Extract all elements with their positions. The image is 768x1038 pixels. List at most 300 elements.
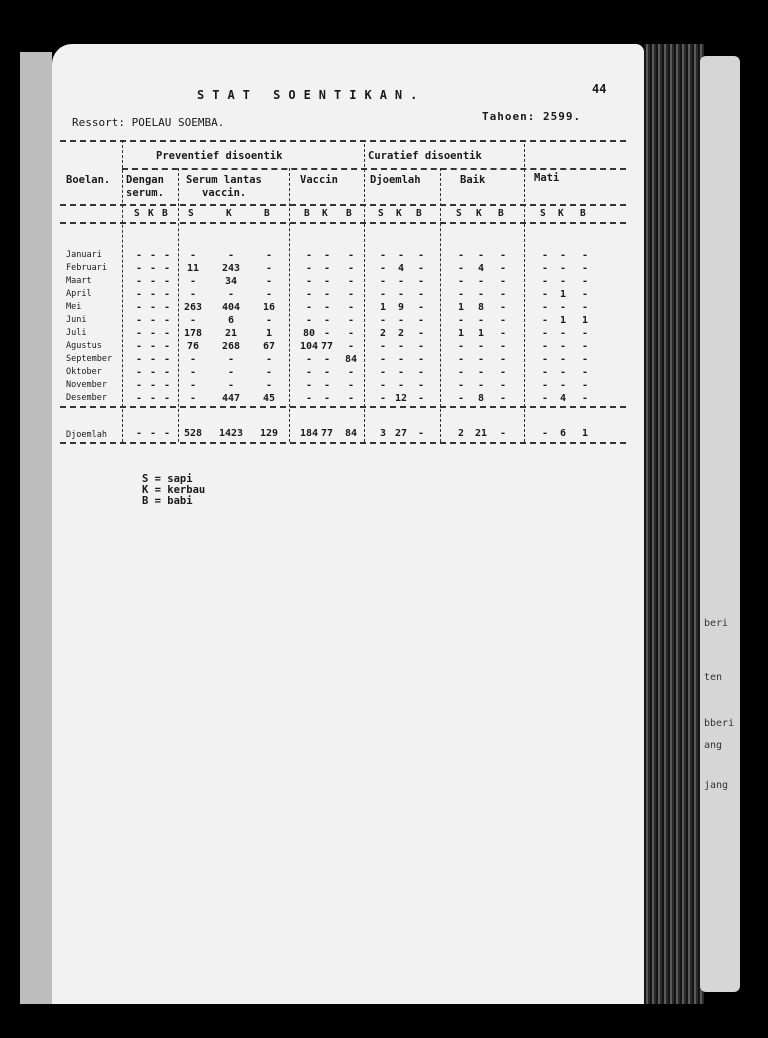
book-edge [644, 44, 704, 1004]
table-cell: - [581, 380, 589, 391]
table-cell: - [417, 393, 425, 404]
table-cell: 1 [477, 328, 485, 339]
table-cell: - [305, 367, 313, 378]
table-cell: - [417, 367, 425, 378]
table-cell: 4 [559, 393, 567, 404]
table-cell: - [305, 354, 313, 365]
table-cell: - [559, 354, 567, 365]
table-cell: 45 [262, 393, 276, 404]
table-cell: - [135, 289, 143, 300]
month-label: Februari [66, 263, 107, 273]
table-cell: - [581, 367, 589, 378]
table-cell: - [417, 263, 425, 274]
table-cell: - [265, 289, 273, 300]
side-fragment: ten [704, 672, 723, 683]
table-cell: - [541, 380, 549, 391]
table-cell: - [477, 289, 485, 300]
table-cell: - [379, 380, 387, 391]
table-cell: - [499, 276, 507, 287]
table-cell: - [323, 250, 331, 261]
table-cell: - [417, 380, 425, 391]
header-dengan-serum: Dengan [126, 174, 164, 186]
table-cell: 2 [379, 328, 387, 339]
table-cell: - [581, 289, 589, 300]
header-vaccin: Vaccin [300, 174, 338, 186]
month-label: Juli [66, 328, 87, 338]
table-cell: - [323, 393, 331, 404]
total-cell: 6 [559, 428, 567, 439]
table-cell: - [189, 276, 197, 287]
table-cell: - [265, 263, 273, 274]
table-cell: - [189, 250, 197, 261]
table-cell: - [457, 289, 465, 300]
table-cell: - [135, 354, 143, 365]
table-cell: - [149, 341, 157, 352]
sublabel: K [322, 208, 328, 219]
sublabel: B [346, 208, 352, 219]
table-cell: - [379, 276, 387, 287]
table-cell: - [305, 289, 313, 300]
table-cell: - [397, 289, 405, 300]
table-cell: - [135, 263, 143, 274]
table-cell: - [305, 302, 313, 313]
side-fragment: jang [704, 780, 729, 791]
table-cell: 1 [379, 302, 387, 313]
header-djoemlah: Djoemlah [370, 174, 421, 186]
sublabel: B [162, 208, 168, 219]
table-cell: - [417, 328, 425, 339]
table-cell: - [477, 315, 485, 326]
table-cell: - [135, 276, 143, 287]
totals-top-rule [60, 406, 626, 408]
table-cell: - [347, 315, 355, 326]
table-cell: - [135, 302, 143, 313]
total-cell: 184 [299, 428, 319, 439]
table-cell: - [541, 367, 549, 378]
table-cell: 268 [221, 341, 241, 352]
table-cell: - [559, 328, 567, 339]
table-cell: - [323, 289, 331, 300]
table-cell: - [581, 302, 589, 313]
table-cell: - [323, 302, 331, 313]
table-cell: - [379, 367, 387, 378]
table-cell: - [499, 354, 507, 365]
table-cell: - [347, 289, 355, 300]
table-cell: - [559, 263, 567, 274]
table-cell: - [135, 367, 143, 378]
table-cell: 1 [457, 302, 465, 313]
total-cell: 77 [320, 428, 334, 439]
table-cell: - [135, 341, 143, 352]
table-cell: - [347, 276, 355, 287]
table-cell: - [559, 276, 567, 287]
table-cell: - [379, 315, 387, 326]
table-cell: - [135, 380, 143, 391]
table-cell: - [265, 380, 273, 391]
total-cell: 27 [394, 428, 408, 439]
table-cell: 8 [477, 393, 485, 404]
table-cell: - [323, 380, 331, 391]
total-cell: 1423 [218, 428, 244, 439]
table-cell: - [149, 302, 157, 313]
table-cell: - [379, 289, 387, 300]
sublabel: S [456, 208, 462, 219]
table-cell: - [227, 250, 235, 261]
table-cell: - [163, 250, 171, 261]
table-cell: 4 [397, 263, 405, 274]
table-cell: - [323, 263, 331, 274]
table-cell: 1 [265, 328, 273, 339]
table-cell: - [477, 276, 485, 287]
sublabel: S [378, 208, 384, 219]
table-cell: - [457, 393, 465, 404]
total-cell: - [499, 428, 507, 439]
table-cell: - [323, 367, 331, 378]
table-cell: - [559, 341, 567, 352]
sublabel: B [304, 208, 310, 219]
total-cell: - [135, 428, 143, 439]
table-cell: - [457, 315, 465, 326]
table-cell: - [163, 341, 171, 352]
table-cell: - [541, 328, 549, 339]
table-cell: - [541, 263, 549, 274]
page-title: STAT SOENTIKAN. [197, 88, 426, 102]
table-cell: 447 [221, 393, 241, 404]
table-cell: - [265, 250, 273, 261]
sublabel: K [558, 208, 564, 219]
table-cell: - [417, 250, 425, 261]
table-cell: - [581, 263, 589, 274]
legend-item: K = kerbau [142, 484, 206, 496]
table-cell: - [499, 328, 507, 339]
header-serum-lantas-vaccin: vaccin. [202, 187, 247, 199]
table-cell: - [477, 354, 485, 365]
table-cell: 243 [221, 263, 241, 274]
table-cell: - [163, 367, 171, 378]
total-cell: 129 [259, 428, 279, 439]
table-cell: - [559, 380, 567, 391]
table-cell: - [227, 367, 235, 378]
table-cell: - [149, 380, 157, 391]
table-cell: - [397, 276, 405, 287]
table-cell: 76 [186, 341, 200, 352]
table-cell: - [347, 328, 355, 339]
table-cell: - [559, 250, 567, 261]
sublabel: S [188, 208, 194, 219]
table-cell: - [397, 341, 405, 352]
table-cell: - [379, 354, 387, 365]
month-label: April [66, 289, 92, 299]
table-cell: - [417, 276, 425, 287]
total-cell: - [163, 428, 171, 439]
table-cell: 263 [183, 302, 203, 313]
table-cell: - [581, 250, 589, 261]
table-cell: - [581, 328, 589, 339]
sublabel: B [580, 208, 586, 219]
table-cell: 1 [559, 289, 567, 300]
table-cell: - [379, 341, 387, 352]
table-cell: - [149, 354, 157, 365]
table-cell: - [477, 380, 485, 391]
table-cell: 2 [397, 328, 405, 339]
table-cell: - [499, 250, 507, 261]
table-cell: - [417, 289, 425, 300]
total-cell: 3 [379, 428, 387, 439]
table-cell: - [457, 250, 465, 261]
side-fragment: bberi [704, 718, 735, 729]
table-cell: - [163, 393, 171, 404]
table-cell: - [499, 263, 507, 274]
table-cell: - [499, 380, 507, 391]
table-cell: - [457, 341, 465, 352]
table-cell: - [379, 393, 387, 404]
header-dengan-serum: serum. [126, 187, 164, 199]
header-serum-lantas-vaccin: Serum lantas [186, 174, 262, 186]
table-cell: - [135, 315, 143, 326]
table-cell: - [347, 341, 355, 352]
table-cell: - [397, 315, 405, 326]
header-mati: Mati [534, 172, 560, 184]
table-cell: - [163, 315, 171, 326]
sublabel: B [498, 208, 504, 219]
legend-item: S = sapi [142, 473, 193, 485]
table-cell: - [305, 393, 313, 404]
total-cell: 528 [183, 428, 203, 439]
resort-label: Ressort: POELAU SOEMBA. [72, 116, 225, 129]
table-cell: - [541, 276, 549, 287]
table-cell: - [581, 393, 589, 404]
table-cell: - [149, 328, 157, 339]
table-cell: - [135, 393, 143, 404]
month-label: November [66, 380, 107, 390]
table-cell: - [581, 341, 589, 352]
table-cell: - [499, 315, 507, 326]
total-cell: - [417, 428, 425, 439]
table-cell: - [347, 263, 355, 274]
total-row-label: Djoemlah [66, 430, 107, 440]
table-cell: 1 [581, 315, 589, 326]
table-cell: - [541, 250, 549, 261]
total-cell: - [149, 428, 157, 439]
table-cell: - [541, 289, 549, 300]
side-fragment: beri [704, 618, 729, 629]
table-cell: 12 [394, 393, 408, 404]
left-page-edge [20, 52, 52, 1004]
table-cell: - [135, 328, 143, 339]
table-cell: - [417, 302, 425, 313]
table-cell: - [189, 393, 197, 404]
table-cell: - [457, 354, 465, 365]
table-cell: - [499, 341, 507, 352]
table-cell: - [457, 276, 465, 287]
table-cell: - [265, 276, 273, 287]
year-label: Tahoen: 2599. [482, 110, 582, 123]
table-cell: - [541, 302, 549, 313]
month-label: Januari [66, 250, 102, 260]
table-cell: - [149, 250, 157, 261]
table-cell: - [397, 367, 405, 378]
table-cell: 34 [224, 276, 238, 287]
table-cell: - [581, 354, 589, 365]
table-cell: - [265, 354, 273, 365]
table-cell: - [477, 250, 485, 261]
table-cell: - [347, 250, 355, 261]
table-cell: - [305, 250, 313, 261]
document-page [52, 44, 644, 1004]
legend [142, 474, 205, 507]
table-cell: - [559, 302, 567, 313]
header-rule [60, 204, 626, 206]
month-label: Juni [66, 315, 87, 325]
table-cell: - [149, 289, 157, 300]
table-cell: - [457, 367, 465, 378]
table-cell: - [305, 380, 313, 391]
table-cell: - [499, 289, 507, 300]
table-cell: - [163, 328, 171, 339]
month-label: Agustus [66, 341, 102, 351]
table-cell: - [305, 263, 313, 274]
table-cell: - [163, 380, 171, 391]
sublabel-rule [60, 222, 626, 224]
table-top-rule [60, 140, 626, 142]
month-label: Desember [66, 393, 107, 403]
table-cell: 67 [262, 341, 276, 352]
table-cell: - [305, 276, 313, 287]
sublabel: K [396, 208, 402, 219]
table-cell: 16 [262, 302, 276, 313]
total-cell: 2 [457, 428, 465, 439]
header-curatief: Curatief disoentik [368, 150, 482, 162]
table-cell: 11 [186, 263, 200, 274]
right-page-fragment [700, 56, 740, 992]
table-cell: - [541, 315, 549, 326]
table-cell: - [477, 341, 485, 352]
table-cell: 6 [227, 315, 235, 326]
table-cell: - [323, 354, 331, 365]
table-cell: - [323, 328, 331, 339]
month-label: Oktober [66, 367, 102, 377]
total-cell: - [541, 428, 549, 439]
table-cell: - [417, 315, 425, 326]
table-cell: - [163, 263, 171, 274]
month-label: Mei [66, 302, 82, 312]
column-divider [524, 144, 525, 442]
sublabel: B [264, 208, 270, 219]
table-cell: - [457, 380, 465, 391]
table-cell: - [227, 354, 235, 365]
table-cell: - [397, 354, 405, 365]
table-cell: 4 [477, 263, 485, 274]
table-cell: - [149, 263, 157, 274]
table-cell: - [541, 393, 549, 404]
sublabel: K [226, 208, 232, 219]
table-cell: - [499, 367, 507, 378]
table-cell: - [227, 289, 235, 300]
group-rule [122, 168, 626, 170]
table-cell: 8 [477, 302, 485, 313]
table-cell: - [189, 354, 197, 365]
table-cell: 21 [224, 328, 238, 339]
table-cell: - [541, 341, 549, 352]
table-cell: 80 [302, 328, 316, 339]
column-divider [440, 168, 441, 442]
table-cell: - [559, 367, 567, 378]
sublabel: K [476, 208, 482, 219]
table-cell: - [135, 250, 143, 261]
table-cell: 1 [457, 328, 465, 339]
total-cell: 21 [474, 428, 488, 439]
month-label: Maart [66, 276, 92, 286]
table-bottom-rule [60, 442, 626, 444]
table-cell: - [149, 276, 157, 287]
total-cell: 84 [344, 428, 358, 439]
legend-item: B = babi [142, 495, 193, 507]
table-cell: - [189, 315, 197, 326]
table-cell: - [457, 263, 465, 274]
table-cell: 1 [559, 315, 567, 326]
table-cell: - [149, 393, 157, 404]
sublabel: S [540, 208, 546, 219]
table-cell: 178 [183, 328, 203, 339]
table-cell: - [163, 302, 171, 313]
header-baik: Baik [460, 174, 486, 186]
table-cell: - [227, 380, 235, 391]
table-cell: - [581, 276, 589, 287]
table-cell: 9 [397, 302, 405, 313]
table-cell: - [379, 250, 387, 261]
table-cell: - [163, 276, 171, 287]
table-cell: - [347, 380, 355, 391]
month-label: September [66, 354, 113, 364]
table-cell: - [189, 289, 197, 300]
table-cell: - [347, 393, 355, 404]
table-cell: - [397, 380, 405, 391]
total-cell: 1 [581, 428, 589, 439]
table-cell: - [305, 315, 313, 326]
table-cell: - [149, 315, 157, 326]
table-cell: - [379, 263, 387, 274]
sublabel: K [148, 208, 154, 219]
table-cell: - [347, 367, 355, 378]
table-cell: - [265, 367, 273, 378]
table-cell: - [417, 341, 425, 352]
table-cell: - [265, 315, 273, 326]
table-cell: 404 [221, 302, 241, 313]
table-cell: - [499, 302, 507, 313]
table-cell: - [397, 250, 405, 261]
table-cell: 84 [344, 354, 358, 365]
sublabel: S [134, 208, 140, 219]
table-cell: - [163, 354, 171, 365]
table-cell: 104 [299, 341, 319, 352]
table-cell: - [323, 276, 331, 287]
table-cell: - [541, 354, 549, 365]
table-cell: - [477, 367, 485, 378]
table-cell: - [189, 380, 197, 391]
page-number: 44 [592, 82, 607, 96]
side-fragment: ang [704, 740, 723, 751]
header-preventief: Preventief disoentik [156, 150, 283, 162]
sublabel: B [416, 208, 422, 219]
header-boelan: Boelan. [66, 174, 111, 186]
table-cell: - [323, 315, 331, 326]
table-cell: - [347, 302, 355, 313]
table-cell: - [149, 367, 157, 378]
table-cell: - [499, 393, 507, 404]
table-cell: - [163, 289, 171, 300]
table-cell: 77 [320, 341, 334, 352]
table-cell: - [189, 367, 197, 378]
